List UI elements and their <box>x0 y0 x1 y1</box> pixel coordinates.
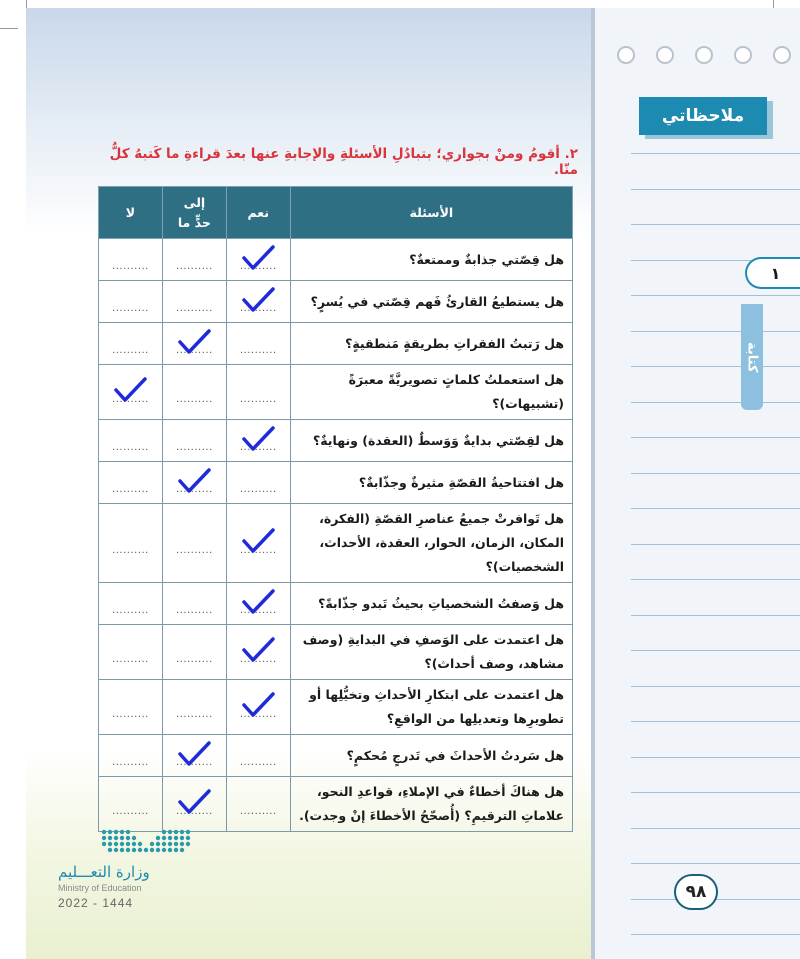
answer-placeholder: .......... <box>175 605 213 616</box>
answer-placeholder: .......... <box>112 393 149 405</box>
answer-placeholder: .......... <box>239 708 277 720</box>
evaluation-table <box>98 186 573 832</box>
header-somewhat-label: إلى حدٍّ ما <box>177 194 211 230</box>
answer-placeholder: .......... <box>112 653 149 665</box>
checkmark-icon <box>240 635 276 665</box>
notes-ruled-line <box>631 686 800 687</box>
answer-placeholder: .......... <box>175 393 213 405</box>
answer-placeholder: .......... <box>175 442 213 453</box>
answer-placeholder: .......... <box>112 544 149 556</box>
question-cell: هل اعتمدت على ابتكارِ الأحداثِ وتخيُّلِها أو تطويرِها وتعديلِها من الواقعِ؟ <box>290 680 572 735</box>
answer-cell-yes[interactable] <box>226 239 290 281</box>
question-cell: هل اعتمدت على الوَصفِ في البدايةِ (وصف مشاهد، وصف أحداث)؟ <box>290 625 572 680</box>
table-row <box>99 504 573 583</box>
notes-ruled-line <box>631 366 800 367</box>
answer-placeholder: .......... <box>112 303 149 314</box>
table-row <box>99 462 573 504</box>
header-somewhat <box>162 187 226 239</box>
answer-placeholder: .......... <box>239 345 277 356</box>
checkmark-icon <box>240 243 276 273</box>
crop-mark <box>773 0 774 8</box>
answer-cell-somewhat[interactable] <box>162 583 226 625</box>
binder-hole <box>773 46 791 64</box>
answer-placeholder: .......... <box>239 653 277 665</box>
answer-cell-somewhat[interactable] <box>162 735 226 777</box>
answer-cell-yes[interactable] <box>226 504 290 583</box>
answer-placeholder: .......... <box>175 303 213 314</box>
answer-cell-somewhat[interactable] <box>162 420 226 462</box>
answer-placeholder: .......... <box>112 805 149 817</box>
notes-ruled-line <box>631 792 800 793</box>
crop-mark <box>0 28 18 29</box>
question-heading: ٢. أقومُ ومنْ بجواري؛ بتبادُلِ الأسئلةِ والإجابةِ عنها بعدَ قراءةِ ما كَتبهُ كلٌّ منّا. <box>109 146 578 178</box>
table-row <box>99 323 573 365</box>
notes-ruled-line <box>631 544 800 545</box>
answer-placeholder: .......... <box>175 653 213 665</box>
notes-ruled-line <box>631 934 800 935</box>
unit-name-label: كتابة <box>744 341 760 373</box>
answer-cell-no[interactable] <box>99 680 163 735</box>
question-cell: هل يستطيعُ القارئُ فَهم قِصّتي في يُسرٍ؟ <box>290 281 572 323</box>
answer-placeholder: .......... <box>239 261 277 272</box>
checkmark-icon <box>176 739 212 769</box>
answer-placeholder: .......... <box>175 261 213 272</box>
answer-placeholder: .......... <box>239 605 277 616</box>
notes-ruled-line <box>631 650 800 651</box>
notes-ruled-line <box>631 828 800 829</box>
page-number: ٩٨ <box>674 874 718 910</box>
answer-cell-somewhat[interactable] <box>162 680 226 735</box>
answer-cell-somewhat[interactable] <box>162 365 226 420</box>
table-row <box>99 680 573 735</box>
question-cell: هل رَتبتُ الفقراتِ بطريقةٍ مَنطقيةٍ؟ <box>290 323 572 365</box>
notes-ruled-line <box>631 295 800 296</box>
ministry-logo-dots-icon <box>98 826 194 856</box>
notes-title: ملاحظاتي <box>639 97 767 135</box>
ministry-name-ar: وزارة التعـــليم <box>58 863 150 881</box>
table-row <box>99 281 573 323</box>
answer-cell-no[interactable] <box>99 462 163 504</box>
notes-ruled-line <box>631 224 800 225</box>
answer-cell-yes[interactable] <box>226 680 290 735</box>
answer-cell-no[interactable] <box>99 777 163 832</box>
notes-ruled-line <box>631 863 800 864</box>
checkmark-icon <box>240 424 276 454</box>
notes-ruled-line <box>631 757 800 758</box>
question-cell: هل تَوافرتْ جميعُ عناصرِ القصّةِ (الفكرة، المكان، الزمان، الحوار، العقدة، الأحداث، الشخصيات)؟ <box>290 504 572 583</box>
answer-placeholder: .......... <box>112 708 149 720</box>
notes-ruled-line <box>631 437 800 438</box>
answer-cell-no[interactable] <box>99 583 163 625</box>
answer-cell-no[interactable] <box>99 420 163 462</box>
checkmark-icon <box>240 587 276 617</box>
checkmark-icon <box>240 690 276 720</box>
answer-placeholder: .......... <box>239 805 277 817</box>
question-cell: هل سَردتُ الأحداثَ في تَدرجٍ مُحكمٍ؟ <box>290 735 572 777</box>
answer-placeholder: .......... <box>239 303 277 314</box>
checkmark-icon <box>112 375 148 405</box>
table-row <box>99 583 573 625</box>
answer-placeholder: .......... <box>112 345 149 356</box>
question-cell: هل هناكَ أخطاءٌ في الإملاءِ، قواعدِ النحو، علاماتِ الترقيمِ؟ (أُصحّحُ الأخطاءَ إنْ وجدت). <box>290 777 572 832</box>
answer-cell-no[interactable] <box>99 625 163 680</box>
header-yes: نعم <box>226 187 290 239</box>
notes-panel <box>591 8 800 959</box>
answer-placeholder: .......... <box>239 442 277 453</box>
answer-cell-yes[interactable] <box>226 281 290 323</box>
answer-cell-somewhat[interactable] <box>162 625 226 680</box>
binder-hole <box>617 46 635 64</box>
notes-ruled-line <box>631 579 800 580</box>
notes-ruled-line <box>631 189 800 190</box>
checkmark-icon <box>240 526 276 556</box>
answer-placeholder: .......... <box>239 757 277 768</box>
notes-ruled-line <box>631 153 800 154</box>
header-questions: الأسئلة <box>290 187 572 239</box>
checkmark-icon <box>176 466 212 496</box>
answer-placeholder: .......... <box>175 805 213 817</box>
question-cell: هل استعملتُ كلماتٍ تصويريَّةً معبرَةً (تشبيهات)؟ <box>290 365 572 420</box>
question-cell: هل افتتاحيةُ القصّةِ مثيرةٌ وجذّابةٌ؟ <box>290 462 572 504</box>
question-cell: هل لقِصّتي بدايةٌ وَوَسطٌ (العقدة) ونهايةٌ؟ <box>290 420 572 462</box>
answer-placeholder: .......... <box>239 544 277 556</box>
answer-cell-somewhat[interactable] <box>162 239 226 281</box>
checkmark-icon <box>176 327 212 357</box>
answer-cell-yes[interactable] <box>226 323 290 365</box>
binder-hole <box>734 46 752 64</box>
answer-cell-somewhat[interactable] <box>162 504 226 583</box>
question-cell: هل وَصفتُ الشخصياتِ بحيثُ تَبدو جذّابةً؟ <box>290 583 572 625</box>
answer-placeholder: .......... <box>239 393 277 405</box>
table-row <box>99 420 573 462</box>
answer-placeholder: .......... <box>175 708 213 720</box>
ministry-name-en: Ministry of Education <box>58 883 142 893</box>
table-row <box>99 777 573 832</box>
answer-placeholder: .......... <box>112 605 149 616</box>
answer-cell-no[interactable] <box>99 323 163 365</box>
answer-placeholder: .......... <box>175 544 213 556</box>
answer-placeholder: .......... <box>175 757 213 768</box>
answer-placeholder: .......... <box>112 484 149 495</box>
answer-cell-somewhat[interactable] <box>162 323 226 365</box>
notes-ruled-line <box>631 473 800 474</box>
answer-cell-yes[interactable] <box>226 625 290 680</box>
answer-placeholder: .......... <box>112 261 149 272</box>
checkmark-icon <box>240 285 276 315</box>
crop-mark <box>26 0 27 8</box>
answer-cell-somewhat[interactable] <box>162 281 226 323</box>
answer-cell-yes[interactable] <box>226 777 290 832</box>
answer-placeholder: .......... <box>175 484 213 495</box>
table-row <box>99 239 573 281</box>
answer-cell-yes[interactable] <box>226 420 290 462</box>
notes-ruled-line <box>631 721 800 722</box>
answer-cell-no[interactable] <box>99 239 163 281</box>
answer-cell-yes[interactable] <box>226 583 290 625</box>
notes-ruled-line <box>631 508 800 509</box>
answer-cell-somewhat[interactable] <box>162 462 226 504</box>
answer-placeholder: .......... <box>112 757 149 768</box>
unit-name-tab <box>741 304 763 410</box>
question-cell: هل قِصّتي جذابةٌ وممتعةٌ؟ <box>290 239 572 281</box>
ministry-logo <box>58 826 228 916</box>
checkmark-icon <box>176 787 212 817</box>
table-row <box>99 625 573 680</box>
answer-cell-no[interactable] <box>99 504 163 583</box>
notes-ruled-line <box>631 331 800 332</box>
answer-placeholder: .......... <box>175 345 213 356</box>
edition-year: 2022 - 1444 <box>58 896 134 910</box>
table-row <box>99 735 573 777</box>
answer-cell-yes[interactable] <box>226 735 290 777</box>
binder-hole <box>656 46 674 64</box>
binder-hole <box>695 46 713 64</box>
answer-cell-yes[interactable] <box>226 365 290 420</box>
answer-cell-no[interactable] <box>99 365 163 420</box>
answer-placeholder: .......... <box>112 442 149 453</box>
notes-ruled-line <box>631 615 800 616</box>
answer-placeholder: .......... <box>239 484 277 495</box>
table-header-row <box>99 187 573 239</box>
answer-cell-no[interactable] <box>99 735 163 777</box>
notes-ruled-line <box>631 402 800 403</box>
table-row <box>99 365 573 420</box>
header-no: لا <box>99 187 163 239</box>
answer-cell-no[interactable] <box>99 281 163 323</box>
answer-cell-yes[interactable] <box>226 462 290 504</box>
unit-number-tab: ١ <box>745 257 800 289</box>
answer-cell-somewhat[interactable] <box>162 777 226 832</box>
